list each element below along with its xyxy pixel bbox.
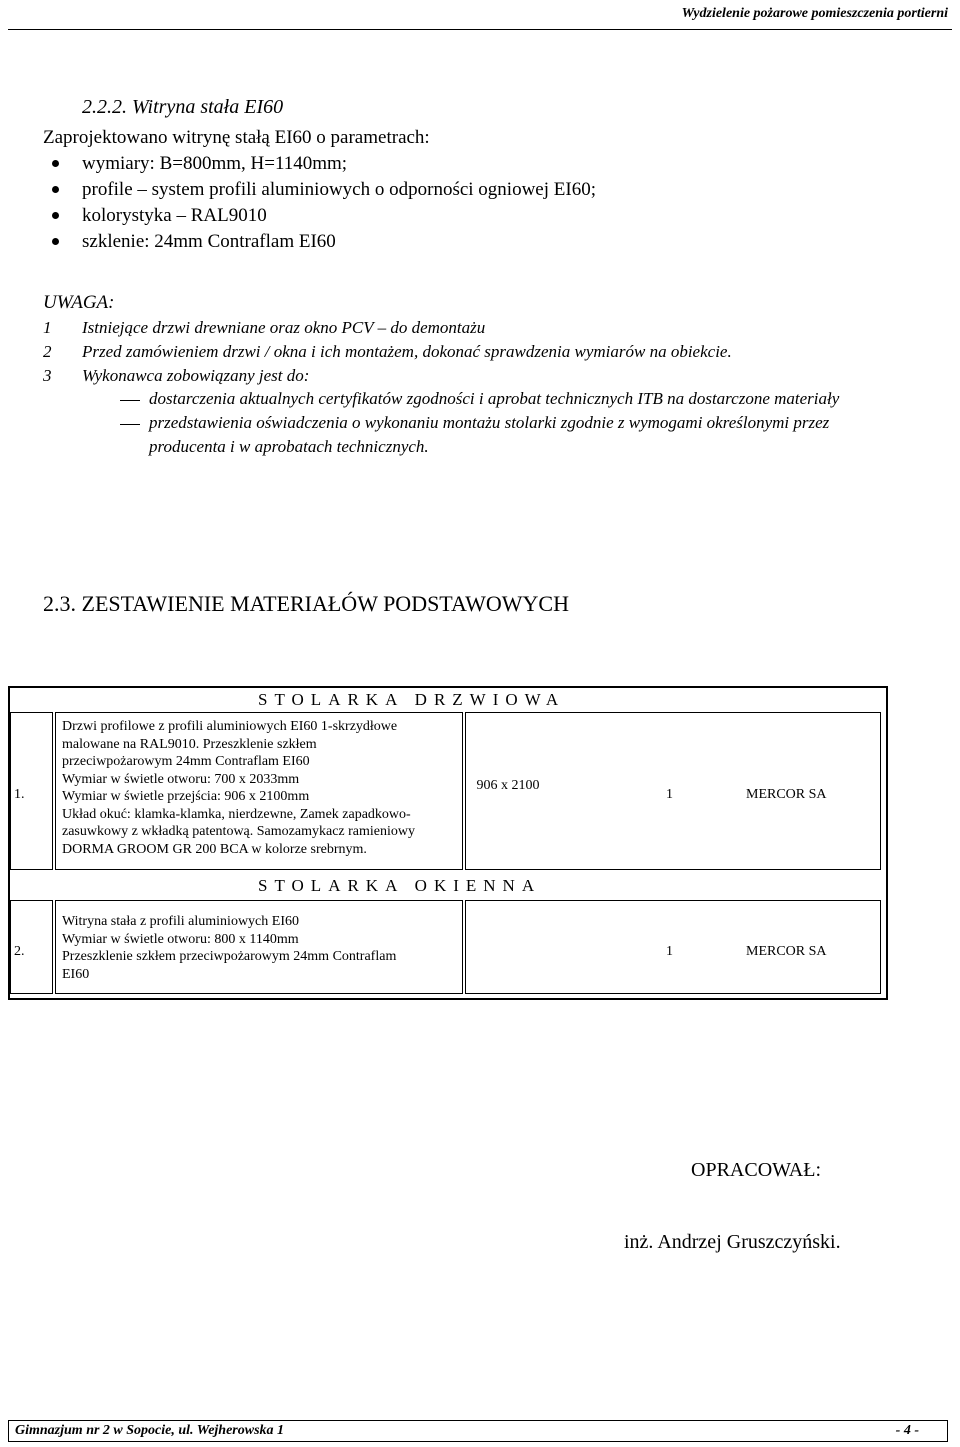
list-item: kolorystyka – RAL9010 [82, 203, 596, 229]
parameter-list [82, 151, 596, 255]
table-row-1-number-cell [10, 712, 53, 870]
page-footer [8, 1420, 948, 1442]
section-intro: Zaprojektowano witrynę stałą EI60 o parametrach: [43, 127, 430, 148]
table-group-title-windows: STOLARKA OKIENNA [258, 876, 542, 895]
note-number: 3 [43, 366, 52, 385]
table-row-2-number-cell [10, 900, 53, 994]
row-quantity: 1 [666, 787, 673, 802]
section-title-222: 2.2.2. Witryna stała EI60 [82, 96, 284, 118]
signature-name: inż. Andrzej Gruszczyński. [624, 1231, 841, 1253]
list-item: szklenie: 24mm Contraflam EI60 [82, 229, 596, 255]
note-number: 1 [43, 318, 52, 337]
note-number: 2 [43, 342, 52, 361]
bullet-icon [52, 212, 59, 219]
row-manufacturer: MERCOR SA [746, 944, 827, 959]
note-title: UWAGA: [43, 292, 115, 313]
note-subitem-continuation: producenta i w aprobatach technicznych. [149, 437, 429, 456]
note-subitem: przedstawienia oświadczenia o wykonaniu montażu stolarki zgodnie z wymogami określonymi przez [149, 413, 830, 432]
footer-address: Gimnazjum nr 2 w Sopocie, ul. Wejherowska 1 [15, 1423, 285, 1438]
signature-label: OPRACOWAŁ: [691, 1159, 822, 1181]
table-group-title-doors: STOLARKA DRZWIOWA [258, 690, 566, 709]
table-row-1-description-cell [55, 712, 463, 870]
row-description: Drzwi profilowe z profili aluminiowych EI60 1-skrzydłowe malowane na RAL9010. Przeszklenie szkłem przeciwpożarowym 24mm Contraflam EI60 Wymiar w świetle otworu: 700 x 2033mm Wymiar w świetle przejścia: 906 x 2100mm Układ okuć: klamka-klamka, nierdzewne, Zamek zapadkowo- zasuwkowy z wkładką patentową. Samozamykacz ramieniowy DORMA GROOM GR 200 BCA w kolorze srebrnym. [62, 719, 415, 857]
row-size: 906 x 2100 [476, 778, 540, 793]
note-text: Przed zamówieniem drzwi / okna i ich montażem, dokonać sprawdzenia wymiarów na obiekcie. [82, 342, 732, 361]
bullet-icon [52, 238, 59, 245]
header-divider [8, 29, 952, 30]
table-row-2-description-cell [55, 900, 463, 994]
table-row-1-data-cell [465, 712, 881, 870]
row-manufacturer: MERCOR SA [746, 787, 827, 802]
list-item: wymiary: B=800mm, H=1140mm; [82, 151, 596, 177]
note-text: Istniejące drzwi drewniane oraz okno PCV – do demontażu [82, 318, 486, 337]
dash-icon [120, 424, 140, 425]
page-header-title: Wydzielenie pożarowe pomieszczenia portierni [681, 6, 948, 21]
note-text: Wykonawca zobowiązany jest do: [82, 366, 310, 385]
note-subitem: dostarczenia aktualnych certyfikatów zgodności i aprobat technicznych ITB na dostarczone materiały [149, 389, 840, 408]
bullet-icon [52, 186, 59, 193]
row-description: Witryna stała z profili aluminiowych EI60 Wymiar w świetle otworu: 800 x 1140mm Przeszklenie szkłem przeciwpożarowym 24mm Contraflam EI60 [62, 914, 397, 982]
table-row-2-data-cell [465, 900, 881, 994]
list-item: profile – system profili aluminiowych o odporności ogniowej EI60; [82, 177, 596, 203]
dash-icon [120, 400, 140, 401]
bullet-icon [52, 160, 59, 167]
page-number: - 4 - [895, 1423, 919, 1438]
row-number: 1. [14, 787, 25, 802]
row-number: 2. [14, 944, 25, 959]
section-title-23: 2.3. ZESTAWIENIE MATERIAŁÓW PODSTAWOWYCH [43, 591, 569, 616]
row-quantity: 1 [666, 944, 673, 959]
